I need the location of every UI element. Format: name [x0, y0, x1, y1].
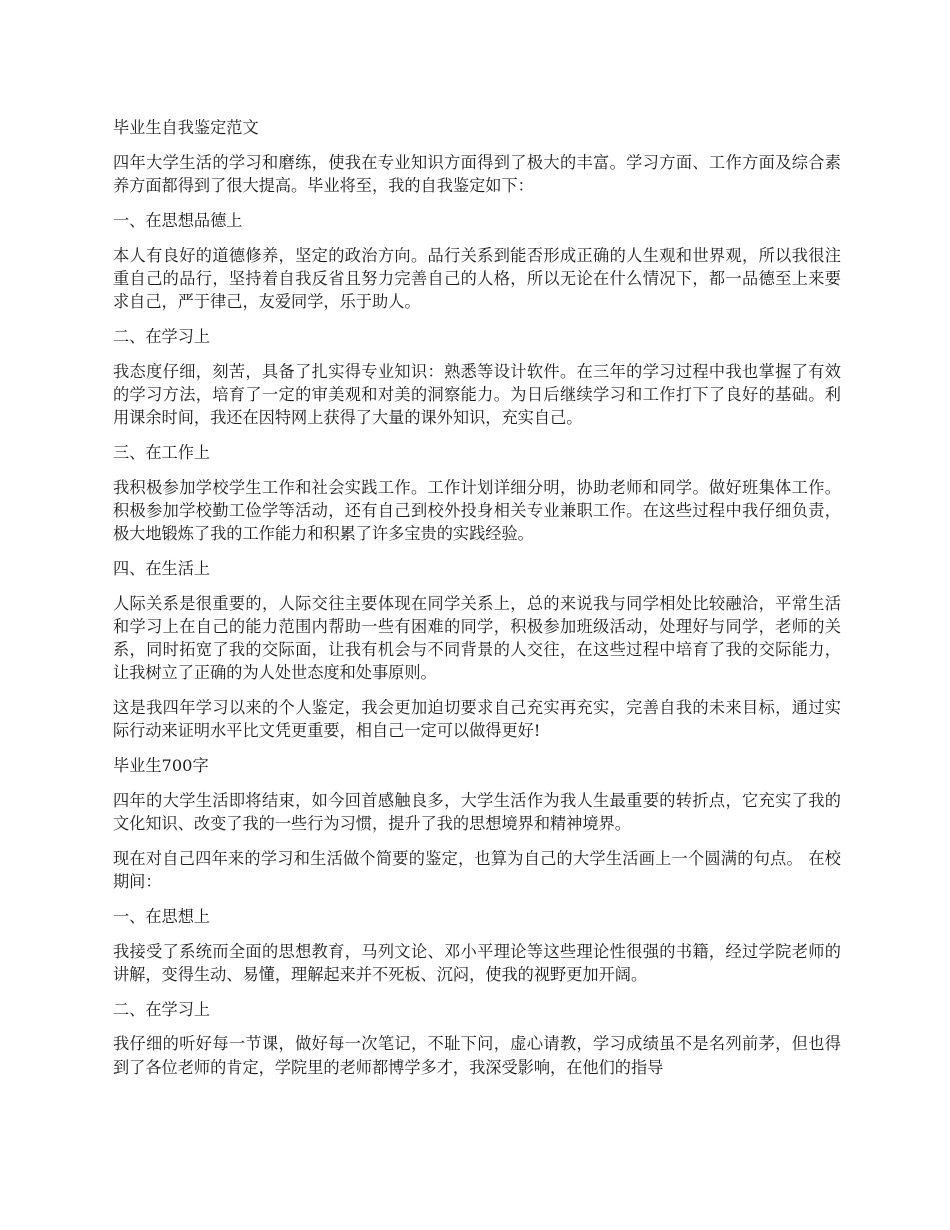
document-title: 毕业生自我鉴定范文	[113, 118, 259, 137]
body-paragraph: 现在对自己四年来的学习和生活做个简要的鉴定，也算为自己的大学生活画上一个圆满的句点。 在校期间：	[113, 848, 841, 891]
body-paragraph: 我积极参加学校学生工作和社会实践工作。工作计划详细分明，协助老师和同学。做好班集体工作。积极参加学校勤工俭学等活动，还有自己到校外投身相关专业兼职工作。在这些过程中我仔细负责，极大地锻炼了我的工作能力和积累了许多宝贵的实践经验。	[113, 477, 841, 543]
section-heading-work: 三、在工作上	[113, 442, 211, 462]
intro-paragraph: 四年大学生活的学习和磨练，使我在专业知识方面得到了极大的丰富。学习方面、工作方面及综合素养方面都得到了很大提高。毕业将至，我的自我鉴定如下：	[113, 152, 841, 195]
second-essay-title: 毕业生700字	[113, 756, 209, 775]
document-page	[113, 116, 841, 1090]
body-paragraph: 本人有良好的道德修养，坚定的政治方向。品行关系到能否形成正确的人生观和世界观，所以我很注重自己的品行，坚持着自我反省且努力完善自己的人格，所以无论在什么情况下，都一品德至上来要求自己，严于律己，友爱同学，乐于助人。	[113, 245, 841, 311]
body-paragraph: 我态度仔细，刻苦，具备了扎实得专业知识：熟悉等设计软件。在三年的学习过程中我也掌握了有效的学习方法，培育了一定的审美观和对美的洞察能力。为日后继续学习和工作打下了良好的基础。利用课余时间，我还在因特网上获得了大量的课外知识，充实自己。	[113, 361, 841, 427]
section-heading-thought: 一、在思想上	[113, 906, 211, 926]
body-paragraph: 这是我四年学习以来的个人鉴定，我会更加迫切要求自己充实再充实，完善自我的未来目标，通过实际行动来证明水平比文凭更重要，相自己一定可以做得更好!	[113, 698, 841, 741]
section-heading-study-2: 二、在学习上	[113, 999, 211, 1019]
body-paragraph: 四年的大学生活即将结束，如今回首感触良多，大学生活作为我人生最重要的转折点，它充实了我的文化知识、改变了我的一些行为习惯，提升了我的思想境界和精神境界。	[113, 790, 841, 833]
section-heading-study: 二、在学习上	[113, 326, 211, 346]
section-heading-life: 四、在生活上	[113, 558, 211, 578]
section-heading-morality: 一、在思想品德上	[113, 210, 243, 230]
body-paragraph: 我接受了系统而全面的思想教育，马列文论、邓小平理论等这些理论性很强的书籍，经过学院老师的讲解，变得生动、易懂，理解起来并不死板、沉闷，使我的视野更加开阔。	[113, 941, 841, 984]
body-paragraph: 我仔细的听好每一节课，做好每一次笔记，不耻下问，虚心请教，学习成绩虽不是名列前茅，但也得到了各位老师的肯定，学院里的老师都博学多才，我深受影响，在他们的指导	[113, 1034, 841, 1077]
body-paragraph: 人际关系是很重要的，人际交往主要体现在同学关系上，总的来说我与同学相处比较融洽，平常生活和学习上在自己的能力范围内帮助一些有困难的同学，积极参加班级活动，处理好与同学，老师的关系，同时拓宽了我的交际面，让我有机会与不同背景的人交往，在这些过程中培育了我的交际能力，让我树立了正确的为人处世态度和处事原则。	[113, 593, 841, 683]
